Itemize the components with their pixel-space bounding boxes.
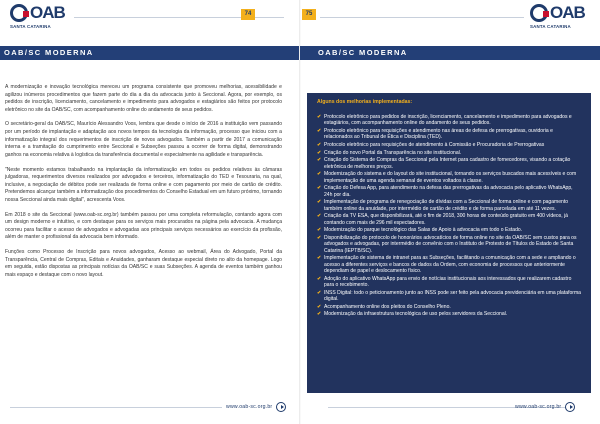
list-item — [317, 150, 581, 156]
footer-rule — [10, 407, 222, 408]
page-number: 74 — [241, 9, 255, 20]
list-item — [317, 290, 581, 303]
article-body — [5, 84, 282, 287]
check-icon: ✔ — [317, 289, 322, 296]
list-item-text: Implementação de programa de renegociação de dívidas com a Seccional de forma online e com pagamento também online da anuidade, por intermédio de cartão de crédito e de forma parcelada em até 11 vezes. — [324, 199, 569, 212]
paragraph: "Neste momento estamos trabalhando na implantação da informatização em todos os pedidos relativos às câmaras julgadoras, requerimentos diversos realizados por advogados e terceiros, informatização do TED e Tesouraria, na qual, inclusive, a negociação de débitos pode ser realizada de forma online e com pagamento por meio de cartão de crédito. Pretendemos alcançar também a informatização dos procedimentos do Conselho Estadual em um futuro próximo, tornando nossa Seccional ainda mais digital", acrescenta Voos. — [5, 166, 282, 203]
list-item — [317, 128, 581, 141]
oab-logo — [530, 4, 592, 34]
improvements-box — [307, 93, 591, 393]
check-icon: ✔ — [317, 128, 322, 134]
oab-ring-icon — [10, 4, 28, 22]
oab-logo-mark — [530, 4, 585, 22]
check-icon: ✔ — [317, 255, 322, 262]
list-item — [317, 311, 581, 317]
check-icon: ✔ — [317, 227, 322, 234]
section-title: OAB/SC MODERNA — [318, 48, 408, 57]
check-icon: ✔ — [317, 171, 322, 178]
paragraph: Em 2018 o site da Seccional (www.oab-sc.org.br) também passou por uma completa reformulação, contando agora com um design moderno e intuitivo, e com destaque para os serviços mais procurados na página pela advocacia. A mudança ocorreu para facilitar o acesso de advogados e advogadas aos principais serviços necessários ao exercício da profissão, além de manter o profissional da advocacia bem informado. — [5, 211, 282, 241]
check-icon: ✔ — [317, 199, 322, 206]
list-item-text: Protocolo eletrônico para requisições de atendimento à Comissão e Procuradoria de Prerrogativas — [324, 142, 545, 148]
footer-url-link[interactable]: www.oab-sc.org.br — [226, 404, 273, 410]
list-item — [317, 235, 581, 254]
list-item-text: Modernização do parque tecnológico das Salas de Apoio à advocacia em todo o Estado. — [324, 227, 523, 234]
play-arrow-icon[interactable] — [565, 402, 575, 412]
check-icon: ✔ — [317, 303, 322, 310]
list-item — [317, 142, 581, 148]
section-title: OAB/SC MODERNA — [4, 48, 94, 57]
check-icon: ✔ — [317, 234, 322, 241]
list-item-text: Implementação de sistema de intranet para as Subseções, facilitando a comunicação com a sede e ampliando o acesso a diferentes serviços e bancos de dados da Ordem, com economia de processos que anteriormente dependiam de papel e deslocamento físico. — [324, 255, 576, 274]
list-item-text: INSS Digital: todo o peticionamento junto ao INSS pode ser feito pela advocacia previdenciária em uma plataforma digital. — [324, 289, 581, 302]
list-item-text: Acompanhamento online dos pleitos do Conselho Pleno. — [324, 303, 451, 310]
list-item — [317, 171, 581, 184]
footer-url-link[interactable]: www.oab-sc.org.br — [515, 404, 562, 410]
play-arrow-icon[interactable] — [276, 402, 286, 412]
check-icon: ✔ — [317, 142, 322, 148]
check-icon: ✔ — [317, 311, 322, 318]
list-item-text: Disponibilização do protocolo de honorários advocatícios de forma online no site da OAB/SC sem custos para os advogados e advogadas, por intermédio de convênio com o Instituto de Protesto de Títulos do Estado de Santa Catarina (IEPTB/SC). — [324, 234, 577, 254]
footer — [226, 401, 286, 413]
box-title: Alguns dos melhorias implementadas: — [317, 99, 413, 105]
list-item-text: Criação do Sistema de Compras da Seccional pela Internet para cadastro de fornecedores, visando a cotação eletrônica de melhores preços. — [324, 157, 571, 170]
list-item-text: Protocolo eletrônico para requisições e atendimento nas áreas de defesa de prerrogativas, ouvidoria e relacionados ao Tribunal de Ética e Disciplina (TED). — [324, 128, 553, 141]
check-icon: ✔ — [317, 149, 322, 156]
logo-subtitle: SANTA CATARINA — [10, 24, 51, 29]
section-banner — [300, 46, 600, 60]
check-icon: ✔ — [317, 185, 322, 192]
list-item-text: Modernização da infraestrutura tecnológica de uso pelos servidores da Seccional. — [324, 311, 508, 318]
logo-text: OAB — [30, 3, 65, 22]
list-item — [317, 114, 581, 127]
logo-subtitle: SANTA CATARINA — [530, 24, 571, 29]
list-item-text: Adoção do aplicativo WhatsApp para envio de notícias institucionais aos interessados que realizarem cadastro para o recebimento. — [324, 275, 572, 288]
check-icon: ✔ — [317, 114, 322, 120]
oab-ring-icon — [530, 4, 548, 22]
paragraph: Funções como Processo de Inscrição para novos advogados, Acesso ao webmail, Área do Advogado, Portal da Transparência, Central de Compras, Editais e Anuidades, ganharam destaque especial direto no alto da homepage. Logo em seguida, estão dispostas as principais notícias da OAB/SC e suas Subseções. A agenda de eventos também ganhou mais espaço e destaque com o novo layout. — [5, 249, 282, 278]
list-item-text: Criação da TV ESA, que disponibilizará, até o fim de 2018, 300 horas de conteúdo gratuito em 400 vídeos, já contando com mais de 296 mil espectadores. — [324, 213, 568, 226]
check-icon: ✔ — [317, 275, 322, 282]
list-item — [317, 227, 581, 233]
list-item-text: Criação do novo Portal da Transparência no site institucional. — [324, 149, 462, 156]
list-item — [317, 199, 581, 212]
list-item-text: Criação do Defesa App, para atendimento na defesa das prerrogativas da advocacia pelo aplicativo WhatsApp, 24h por dia. — [324, 185, 573, 198]
list-item — [317, 185, 581, 198]
footer — [515, 401, 575, 413]
oab-logo-mark — [10, 4, 65, 22]
improvements-list — [317, 114, 581, 318]
header-rule — [320, 17, 524, 18]
list-item — [317, 157, 581, 170]
oab-logo — [10, 4, 70, 34]
list-item — [317, 276, 581, 289]
list-item-text: Protocolo eletrônico para pedidos de inscrição, licenciamento, cancelamento e impedimento para advogados e estagiários, com acompanhamento online do andamento de seus pedidos. — [324, 114, 572, 127]
check-icon: ✔ — [317, 213, 322, 220]
paragraph: O secretário-geral da OAB/SC, Maurício Alessandro Voos, lembra que desde o início de 2016 a instituição vem passando por um período de implantação e adaptação aos novos tempos da tecnologia da informação, processo que iniciou com a informatização integral dos requerimentos de inscrição de novos advogados. Também a partir de 2017 a comunicação interna e a tramitação do cumprimento entre Seccional e Subseções passou a ocorrer de forma digital, demonstrando ganhos na economia relativa à logística da transferência documental e especialmente na agilidade e transparência. — [5, 121, 282, 158]
paragraph: A modernização e inovação tecnológica mereceu um programa consistente que promoveu melhorias, acessibilidade e agilizou inúmeros procedimentos que fazem parte do dia a dia da advocacia junto à Seccional. Agora, por exemplo, os pedidos de inscrição, licenciamento, cancelamento e impedimento para advogados e estagiários são feitos por protocolo eletrônico no site da OAB/SC, com acompanhamento online do andamento de seus pedidos. — [5, 84, 282, 113]
logo-text: OAB — [550, 3, 585, 22]
page-number: 75 — [302, 9, 316, 20]
list-item — [317, 213, 581, 226]
list-item — [317, 304, 581, 310]
list-item-text: Modernização do sistema e do layout do site institucional, tornando os serviços buscados mais acessíveis e com implementação de uma agenda semanal de eventos voltados à classe. — [324, 171, 577, 184]
section-banner — [0, 46, 300, 60]
check-icon: ✔ — [317, 157, 322, 164]
list-item — [317, 255, 581, 274]
